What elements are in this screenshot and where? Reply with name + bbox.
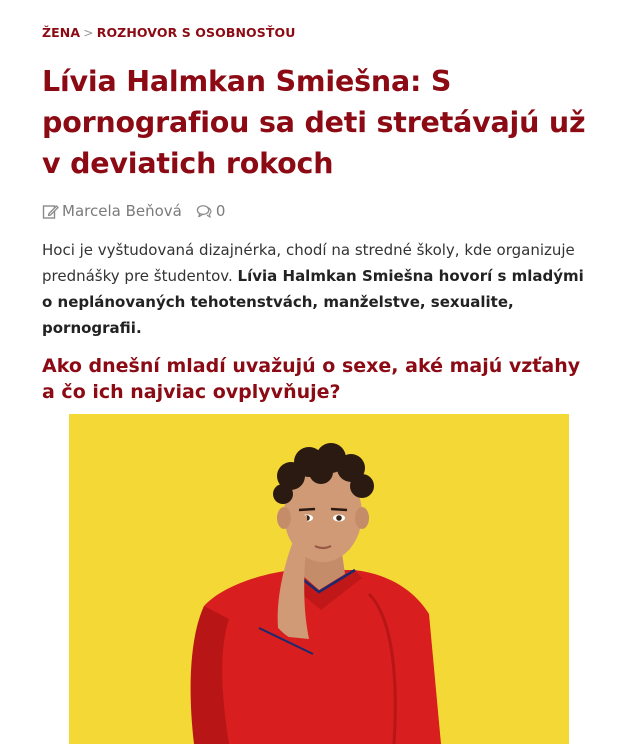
perex-bold: Lívia Halmkan Smiešna hovorí s mladými o neplánovaných tehotenstvách, manželstve, sexualite, pornografii. (42, 267, 584, 337)
article-subheading: Ako dnešní mladí uvažujú o sexe, aké majú vzťahy a čo ich najviac ovplyvňuje? (42, 355, 581, 403)
breadcrumb-section-link[interactable]: ŽENA (42, 25, 81, 40)
comment-icon (196, 203, 213, 220)
comments-link[interactable] (196, 202, 226, 220)
breadcrumb-category-link[interactable]: ROZHOVOR S OSOBNOSŤOU (96, 25, 296, 40)
article-photo[interactable] (69, 414, 569, 744)
breadcrumb-separator: > (83, 25, 94, 40)
edit-icon (42, 203, 59, 220)
comments-count: 0 (215, 202, 226, 220)
perex-regular: Hoci je vyštudovaná dizajnérka, chodí na stredné školy, kde organizuje prednášky pre študentov. (42, 241, 575, 285)
breadcrumb (42, 25, 295, 40)
article-title: Lívia Halmkan Smiešna: S pornografiou sa deti stretávajú už v deviatich rokoch (42, 65, 586, 180)
boy-in-red-shirt-illustration (69, 414, 569, 744)
article-perex (42, 237, 587, 341)
author-link[interactable]: Marcela Beňová (62, 202, 182, 220)
article-meta (42, 202, 225, 220)
